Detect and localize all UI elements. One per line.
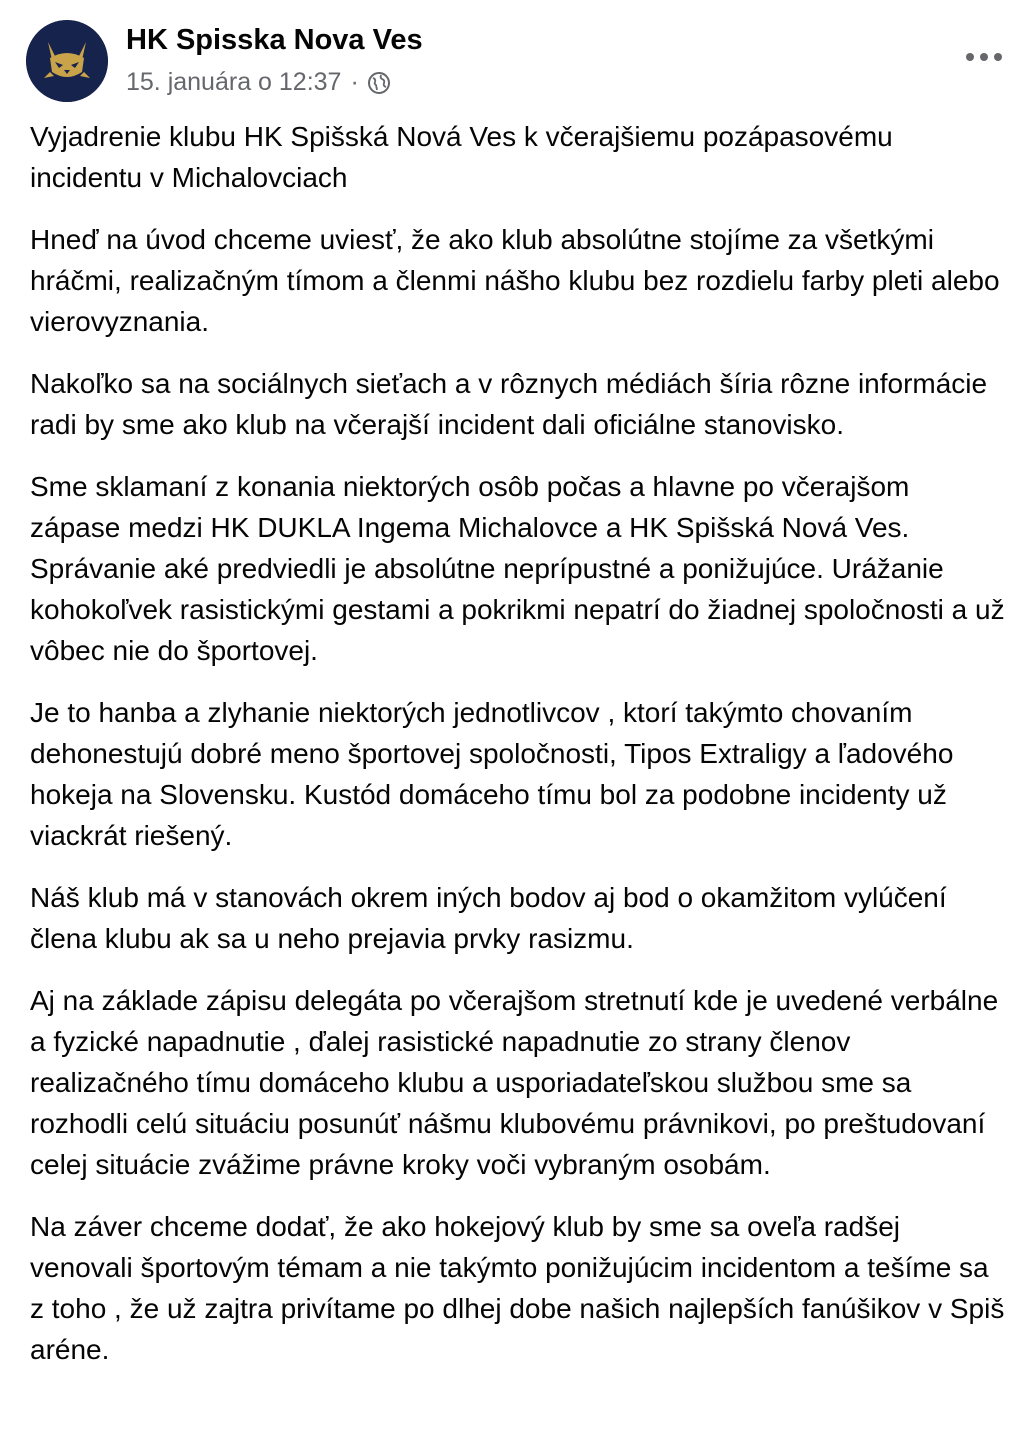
meta-separator: ·: [350, 68, 359, 96]
lynx-logo-icon: [26, 20, 108, 102]
more-dot: [994, 53, 1002, 61]
post-paragraph: Vyjadrenie klubu HK Spišská Nová Ves k včerajšiemu pozápasovému incidentu v Michalovciach: [30, 121, 893, 193]
post-paragraph: Náš klub má v stanovách okrem iných bodov aj bod o okamžitom vylúčení člena klubu ak sa u neho prejavia prvky rasizmu.: [30, 882, 947, 954]
post-paragraph: Hneď na úvod chceme uviesť, že ako klub absolútne stojíme za všetkými hráčmi, realizačným tímom a členmi nášho klubu bez rozdielu farby pleti alebo vierovyznania.: [30, 224, 1000, 337]
post-header: [26, 20, 1006, 104]
post-paragraph: Je to hanba a zlyhanie niektorých jednotlivcov , ktorí takýmto chovaním dehonestujú dobré meno športovej spoločnosti, Tipos Extraligy a ľadového hokeja na Slovensku. Kustód domáceho tímu bol za podobne incidenty už viackrát riešený.: [30, 697, 954, 851]
globe-icon[interactable]: [367, 71, 391, 95]
post-paragraph: Nakoľko sa na sociálnych sieťach a v rôznych médiách šíria rôzne informácie radi by sme ako klub na včerajší incident dali oficiálne stanovisko.: [30, 368, 988, 440]
post-paragraph: Sme sklamaní z konania niektorých osôb počas a hlavne po včerajšom zápase medzi HK DUKLA Ingema Michalovce a HK Spišská Nová Ves. Správanie aké predviedli je absolútne neprípustné a ponižujúce. Urážanie kohokoľvek rasistickými gestami a pokrikmi nepatrí do žiadnej spoločnosti a už vôbec nie do športovej.: [30, 471, 1005, 666]
page-name[interactable]: HK Spisska Nova Ves: [126, 24, 423, 56]
avatar[interactable]: [26, 20, 108, 102]
post-paragraph: Na záver chceme dodať, že ako hokejový klub by sme sa oveľa radšej venovali športovým témam a nie takýmto ponižujúcim incidentom a tešíme sa z toho , že už zajtra privítame po dlhej dobe našich najlepších fanúšikov v Spiš aréne.: [30, 1211, 1005, 1365]
more-dot: [966, 53, 974, 61]
post-timestamp[interactable]: 15. januára o 12:37: [126, 68, 342, 96]
more-dot: [980, 53, 988, 61]
more-options-icon[interactable]: [962, 42, 1006, 72]
post-text: [30, 116, 1005, 1391]
post-paragraph: Aj na základe zápisu delegáta po včerajšom stretnutí kde je uvedené verbálne a fyzické napadnutie , ďalej rasistické napadnutie zo strany členov realizačného tímu domáceho klubu a usporiadateľskou službou sme sa rozhodli celú situáciu posunúť nášmu klubovému právnikovi, po preštudovaní celej situácie zvážime právne kroky voči vybraným osobám.: [30, 985, 999, 1180]
post-meta: [126, 68, 391, 97]
